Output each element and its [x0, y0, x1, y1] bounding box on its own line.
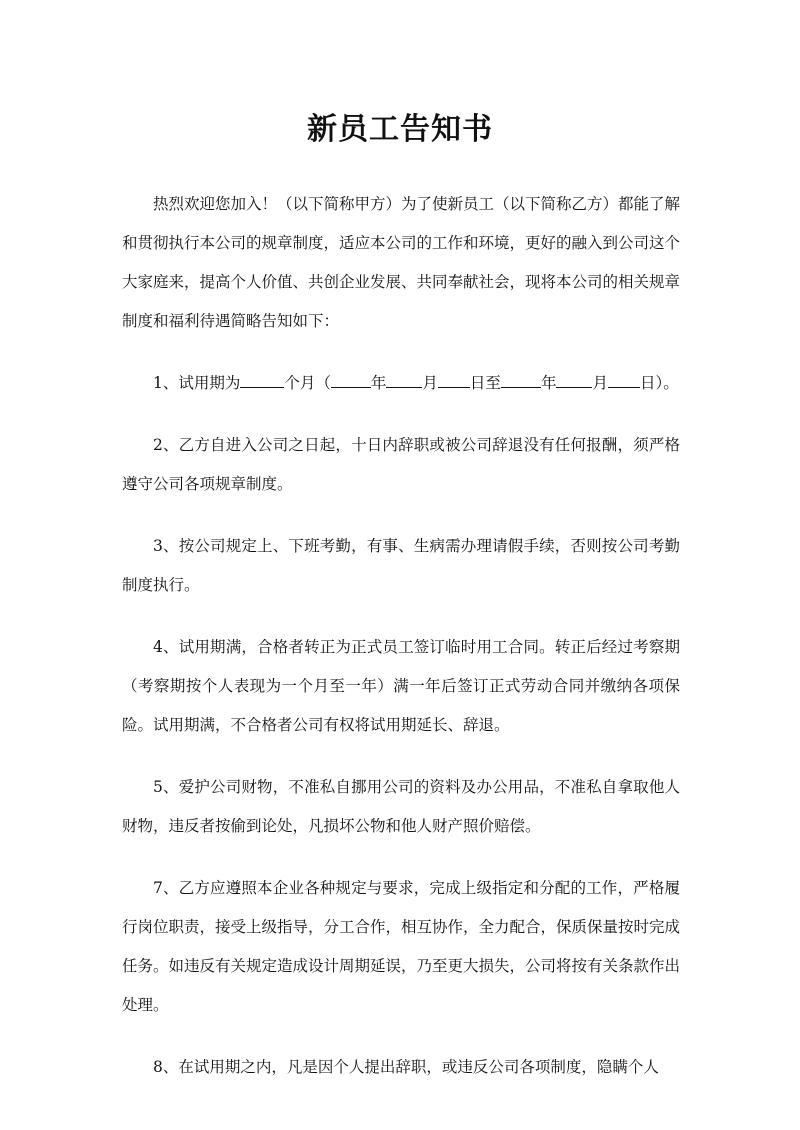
- clause-3-attendance: 3、按公司规定上、下班考勤，有事、生病需办理请假手续，否则按公司考勤制度执行。: [122, 537, 680, 594]
- document-title: 新员工告知书: [307, 112, 493, 147]
- start-year-label: 年: [370, 374, 387, 392]
- end-month-label: 月: [592, 374, 608, 392]
- intro-paragraph: 热烈欢迎您加入！（以下简称甲方）为了使新员工（以下简称乙方）都能了解和贯彻执行本公司的规章制度，适应本公司的工作和环境，更好的融入到公司这个大家庭来，提高个人价值、共创企业发展、共同奉献社会，现将本公司的相关规章制度和福利待遇简略告知如下：: [122, 195, 681, 330]
- clause-5-property: 5、爱护公司财物，不准私自挪用公司的资料及办公用品，不准私自拿取他人财物，违反者按偷到论处，凡损坏公物和他人财产照价赔偿。: [122, 778, 680, 835]
- clause-1-probation: [122, 364, 680, 403]
- start-day-label: 日至: [469, 374, 501, 392]
- clause-4-contract: 4、试用期满，合格者转正为正式员工签订临时用工合同。转正后经过考察期（考察期按个人表现为一个月至一年）满一年后签订正式劳动合同并缴纳各项保险。试用期满，不合格者公司有权将试用期延长、辞退。: [122, 638, 680, 734]
- clause-1-months-label: 个月（: [284, 374, 331, 392]
- end-month-blank: [556, 371, 592, 388]
- clause-8-probation-exit: 8、在试用期之内，凡是因个人提出辞职，或违反公司各项制度，隐瞒个人: [153, 1058, 659, 1076]
- start-day-blank: [438, 371, 470, 388]
- clause-2-resignation: 2、乙方自进入公司之日起，十日内辞职或被公司辞退没有任何报酬，须严格遵守公司各项规章制度。: [122, 436, 680, 493]
- clause-7-duties: 7、乙方应遵照本企业各种规定与要求，完成上级指定和分配的工作，严格履行岗位职责，接受上级指导，分工合作，相互协作，全力配合，保质保量按时完成任务。如违反有关规定造成设计周期延误，乃至更大损失，公司将按有关条款作出处理。: [122, 879, 681, 1014]
- clause-1-prefix: 1、试用期为: [153, 374, 241, 392]
- end-day-blank: [608, 371, 640, 388]
- start-month-blank: [386, 371, 422, 388]
- start-month-label: 月: [422, 374, 438, 392]
- end-year-label: 年: [540, 374, 557, 392]
- document-body: [122, 185, 680, 1110]
- end-day-label: 日）。: [639, 374, 679, 392]
- end-year-blank: [501, 371, 541, 388]
- start-year-blank: [331, 371, 371, 388]
- months-blank: [240, 371, 284, 388]
